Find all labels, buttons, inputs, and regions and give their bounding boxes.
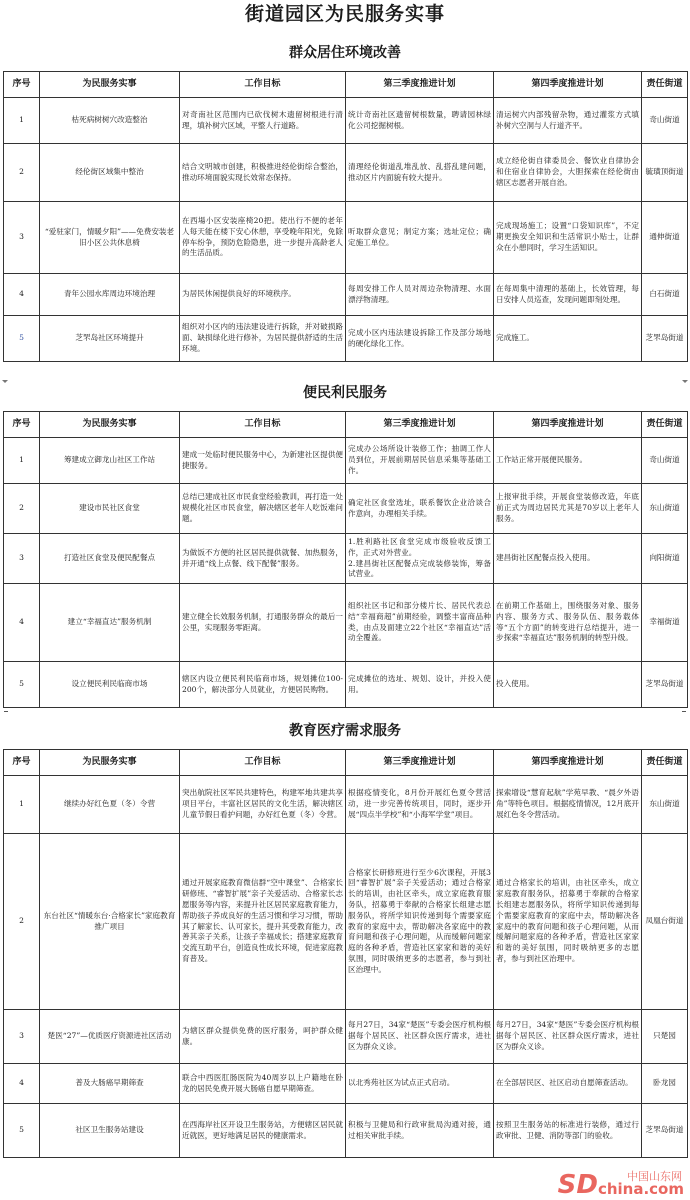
header-q3: 第三季度推进计划 [346, 750, 494, 776]
cell-goal: 对奇南社区范围内已砍伐树木遗留树根进行清理，填补树穴区域，平整人行道路。 [180, 98, 346, 144]
cell-item: 筹建成立御龙山社区工作站 [40, 438, 180, 484]
cell-street: 毓璜顶街道 [642, 144, 688, 202]
cell-street: 向阳街道 [642, 534, 688, 584]
header-q4: 第四季度推进计划 [494, 412, 642, 438]
table-row [4, 274, 688, 316]
cell-goal: 结合文明城市创建，积极推进经伦街综合整治，推动环境面貌实现长效常态保持。 [180, 144, 346, 202]
cell-no: 3 [4, 202, 40, 274]
watermark-site-name: 中国山东网 [627, 1170, 682, 1183]
cell-q4: 在前期工作基础上，围绕服务对象、服务内容、服务方式、服务队伍、服务载体等“五个方面”的转变进行总结提升，进一步探索“幸福直达”服务机制的转型升级。 [494, 584, 642, 662]
cell-goal: 建成一处临时便民服务中心，为新建社区提供便捷服务。 [180, 438, 346, 484]
header-goal: 工作目标 [180, 72, 346, 98]
table-row [4, 144, 688, 202]
cell-q4: 成立经伦街自律委员会、餐饮业自律协会和住宿业自律协会，大胆探索在经伦街由辖区志愿者开展自治。 [494, 144, 642, 202]
cell-q4: 通过合格家长的培训，由社区牵头，成立家庭教育服务队，招募勇于奉献的合格家长组建志愿服务队，将所学知识传递到每个需要家庭教育的家庭中去，帮助解决各家庭中的教育问题和孩子心理问题，从而缓解问题家庭的各种矛盾，营造社区家家和谐的美好氛围，同时吸纳更多的志愿者，参与到社区治理中。 [494, 834, 642, 1010]
cell-q3: 合格家长研修班进行至少6次课程，开展3回“睿智扩展”亲子关爱活动；通过合格家长的培训，由社区牵头，成立家庭教育服务队，招募勇于奉献的合格家长组建志愿服务队，将所学知识传递到每个需要家庭教育的家庭中去，帮助解决各家庭中的教育问题和孩子心理问题，从而缓解问题家庭的各种矛盾，营造社区家家和谐的美好氛围，同时吸纳更多的志愿者，参与到社区治理中。 [346, 834, 494, 1010]
table-row [4, 202, 688, 274]
cell-item: 打造社区食堂及便民配餐点 [40, 534, 180, 584]
cell-street: 白石街道 [642, 274, 688, 316]
cell-goal: 在西海岸社区开设卫生服务站，方便辖区居民就近就医，更好地满足居民的健康需求。 [180, 1104, 346, 1158]
cell-street: 奇山街道 [642, 438, 688, 484]
cell-goal: 为居民休闲提供良好的环境秩序。 [180, 274, 346, 316]
cell-goal: 联合中西医肛肠医院为40周岁以上户籍地在卧龙的居民免费开展大肠癌自愿早期筛查。 [180, 1064, 346, 1104]
education-medical-table [3, 749, 688, 1158]
cell-item: 经伦街区域集中整治 [40, 144, 180, 202]
cell-q4: 按照卫生服务站的标准进行装修，通过行政审批、卫健、消防等部门的验收。 [494, 1104, 642, 1158]
cell-q3: 根据疫情变化，8月份开展红色夏令营活动，进一步完善传统项目，同时，逐步开展“四点半学校”和“小海军学堂”项目。 [346, 776, 494, 834]
cell-goal: 为做饭不方便的社区居民提供就餐、加热服务，并开通“线上点餐、线下配餐”服务。 [180, 534, 346, 584]
header-q3: 第三季度推进计划 [346, 72, 494, 98]
cell-street: 卧龙园 [642, 1064, 688, 1104]
cell-q4: 上报审批手续，开展食堂装修改造，年底前正式为周边居民尤其是70岁以上老年人服务。 [494, 484, 642, 534]
cell-street: 凤凰台街道 [642, 834, 688, 1010]
cell-street: 只楚园 [642, 1010, 688, 1064]
header-goal: 工作目标 [180, 750, 346, 776]
table-header-row [4, 72, 688, 98]
cell-goal: 为辖区群众提供免费的医疗服务，呵护群众健康。 [180, 1010, 346, 1064]
cell-item: 枯死病树树穴改造整治 [40, 98, 180, 144]
cell-q4: 投入使用。 [494, 662, 642, 708]
table-row [4, 316, 688, 362]
cell-q3: 完成小区内违法建设拆除工作及部分场地的硬化绿化工作。 [346, 316, 494, 362]
header-no: 序号 [4, 72, 40, 98]
cell-q3: 1.胜利路社区食堂完成市级验收反馈工作，正式对外营业。 2.建昌街社区配餐点完成装修装饰，筹备试营业。 [346, 534, 494, 584]
cell-item: 建立“幸福直达”服务机制 [40, 584, 180, 662]
cell-q4: 完成现场施工；设置“口袋知识库”，不定期更换安全知识和生活常识小贴士，让群众在小憩同时，学习生活知识。 [494, 202, 642, 274]
table-row [4, 98, 688, 144]
cell-no: 2 [4, 484, 40, 534]
header-q3: 第三季度推进计划 [346, 412, 494, 438]
table-header-row [4, 750, 688, 776]
cell-q3: 以北秀苑社区为试点正式启动。 [346, 1064, 494, 1104]
cell-q4: 在每周集中清理的基础上，长效管理，每日安排人员巡查，发现问题即刻处理。 [494, 274, 642, 316]
watermark-domain: china.com [597, 1180, 684, 1198]
cell-no: 4 [4, 584, 40, 662]
cell-no: 5 [4, 316, 40, 362]
header-no: 序号 [4, 750, 40, 776]
cell-no: 5 [4, 662, 40, 708]
cell-street: 东山街道 [642, 484, 688, 534]
table-row [4, 662, 688, 708]
table-row [4, 584, 688, 662]
header-q4: 第四季度推进计划 [494, 750, 642, 776]
cell-q3: 统计奇南社区遗留树根数量，聘请园林绿化公司挖掘树根。 [346, 98, 494, 144]
cell-q3: 清理经伦街道乱堆乱放、乱搭乱建问题，推动区片内面貌有较大提升。 [346, 144, 494, 202]
cell-no: 2 [4, 144, 40, 202]
header-q4: 第四季度推进计划 [494, 72, 642, 98]
cell-goal: 建立健全长效服务机制，打通服务群众的最后一公里，实现服务零距离。 [180, 584, 346, 662]
cell-item: 设立便民利民临商市场 [40, 662, 180, 708]
header-item: 为民服务实事 [40, 72, 180, 98]
cell-q4: 建昌街社区配餐点投入使用。 [494, 534, 642, 584]
cell-no: 2 [4, 834, 40, 1010]
cell-no: 1 [4, 98, 40, 144]
page-title: 街道园区为民服务实事 [244, 3, 445, 25]
header-street: 责任街道 [642, 72, 688, 98]
cell-street: 通伸街道 [642, 202, 688, 274]
cell-item: 社区卫生服务站建设 [40, 1104, 180, 1158]
cell-goal: 总结已建成社区市民食堂经验教训，再打造一处规模化社区市民食堂，解决辖区老年人吃饭难问题。 [180, 484, 346, 534]
cell-q4: 工作站正常开展便民服务。 [494, 438, 642, 484]
cell-item: 东台社区“情暖东台·合格家长”家庭教育推广项目 [40, 834, 180, 1010]
cell-item: 建设市民社区食堂 [40, 484, 180, 534]
page-break-marker [682, 711, 686, 712]
header-item: 为民服务实事 [40, 412, 180, 438]
cell-q3: 完成摊位的选址、规划、设计，并投入使用。 [346, 662, 494, 708]
cell-street: 芝罘岛街道 [642, 316, 688, 362]
header-goal: 工作目标 [180, 412, 346, 438]
site-watermark [504, 1170, 684, 1198]
cell-goal: 辖区内设立便民利民临商市场，规划摊位100-200个，解决部分人员就业，方便居民购物。 [180, 662, 346, 708]
section-title-convenience: 便民利民服务 [303, 385, 387, 401]
header-street: 责任街道 [642, 750, 688, 776]
cell-street: 芝罘岛街道 [642, 662, 688, 708]
cell-item: 青年公园水库周边环境治理 [40, 274, 180, 316]
cell-no: 4 [4, 274, 40, 316]
table-row [4, 534, 688, 584]
cell-q4: 每月27日，34家“楚医”专委会医疗机构根据每个居民区、社区群众医疗需求，进社区为群众义诊。 [494, 1010, 642, 1064]
cell-goal: 在西場小区安装座椅20把。使出行不便的老年人每天能在楼下安心休憩，享受晚年阳光，免除停车纷争，预防危险隐患，进一步提升高龄老人的生活品质。 [180, 202, 346, 274]
cell-q3: 听取群众意见；制定方案；选址定位；确定施工单位。 [346, 202, 494, 274]
table-row [4, 834, 688, 1010]
cell-q3: 每月27日，34家“楚医”专委会医疗机构根据每个居民区、社区群众医疗需求，进社区为群众义诊。 [346, 1010, 494, 1064]
cell-goal: 通过开展家庭教育微信群“空中课堂”、合格家长研修班、“睿智扩展”亲子关爱活动、合格家长志愿服务等内容，来提升社区居民家庭教育能力，帮助孩子养成良好的生活习惯和学习习惯，帮助其了解家长、认可家长，提升其受教育能力，改善其亲子关系，让孩子幸福成长；搭建家庭教育交流互助平台，创造良性成长环境，促进家庭教育普及。 [180, 834, 346, 1010]
cell-q4: 清运树穴内部残留杂物，通过灌浆方式填补树穴空洞与人行道齐平。 [494, 98, 642, 144]
cell-goal: 组织对小区内的违法建设进行拆除，并对破损路面、缺损绿化进行修补，为居民提供舒适的生活环境。 [180, 316, 346, 362]
section-title-housing: 群众居住环境改善 [289, 45, 401, 61]
watermark-logo: SD [557, 1170, 598, 1200]
cell-street: 芝罘岛街道 [642, 1104, 688, 1158]
cell-item: 芝罘岛社区环境提升 [40, 316, 180, 362]
table-row [4, 1010, 688, 1064]
cell-q4: 探索增设“慧育起航”学苑早教、“晨夕外语角”等特色项目。根据疫情情况，12月底开展红色冬令营活动。 [494, 776, 642, 834]
table-row [4, 1104, 688, 1158]
table-row [4, 438, 688, 484]
table-row [4, 776, 688, 834]
table-header-row [4, 412, 688, 438]
header-street: 责任街道 [642, 412, 688, 438]
header-no: 序号 [4, 412, 40, 438]
cell-q3: 组织社区书记和部分楼片长、居民代表总结“幸福商超”前期经验，调整丰富商品种类，由点及面建立22个社区“幸福直达”活动全覆盖。 [346, 584, 494, 662]
cell-item: 继续办好红色夏（冬）令营 [40, 776, 180, 834]
cell-no: 5 [4, 1104, 40, 1158]
cell-q3: 每周安排工作人员对周边杂物清理、水面漂浮物清理。 [346, 274, 494, 316]
housing-table [3, 71, 688, 362]
cell-street: 东山街道 [642, 776, 688, 834]
page-break-marker [682, 380, 688, 383]
cell-no: 1 [4, 438, 40, 484]
cell-street: 奇山街道 [642, 98, 688, 144]
cell-q3: 完成办公场所设计装修工作；抽调工作人员到位，开展前期居民信息采集等基础工作。 [346, 438, 494, 484]
cell-item: “爱驻家门，情暖夕阳”——免费安装老旧小区公共休息椅 [40, 202, 180, 274]
cell-item: 楚医“27”—优质医疗资源进社区活动 [40, 1010, 180, 1064]
cell-street: 幸福街道 [642, 584, 688, 662]
cell-goal: 突出航院社区军民共建特色，构建军地共建共享项目平台，丰富社区居民的文化生活，解决辖区儿童节假日看护问题，办好红色夏（冬）令营。 [180, 776, 346, 834]
cell-no: 1 [4, 776, 40, 834]
cell-q4: 在全部居民区、社区启动自愿筛查活动。 [494, 1064, 642, 1104]
cell-q3: 确定社区食堂选址，联系餐饮企业洽谈合作意向，办理相关手续。 [346, 484, 494, 534]
table-row [4, 484, 688, 534]
cell-no: 4 [4, 1064, 40, 1104]
table-row [4, 1064, 688, 1104]
section-title-education-medical: 教育医疗需求服务 [289, 723, 401, 739]
header-item: 为民服务实事 [40, 750, 180, 776]
page-break-marker [4, 711, 8, 712]
cell-q4: 完成施工。 [494, 316, 642, 362]
cell-no: 3 [4, 1010, 40, 1064]
cell-no: 3 [4, 534, 40, 584]
cell-item: 普及大肠癌早期筛查 [40, 1064, 180, 1104]
convenience-table [3, 411, 688, 708]
cell-q3: 积极与卫健局和行政审批局沟通对接，通过相关审批手续。 [346, 1104, 494, 1158]
page-break-marker [2, 380, 8, 383]
